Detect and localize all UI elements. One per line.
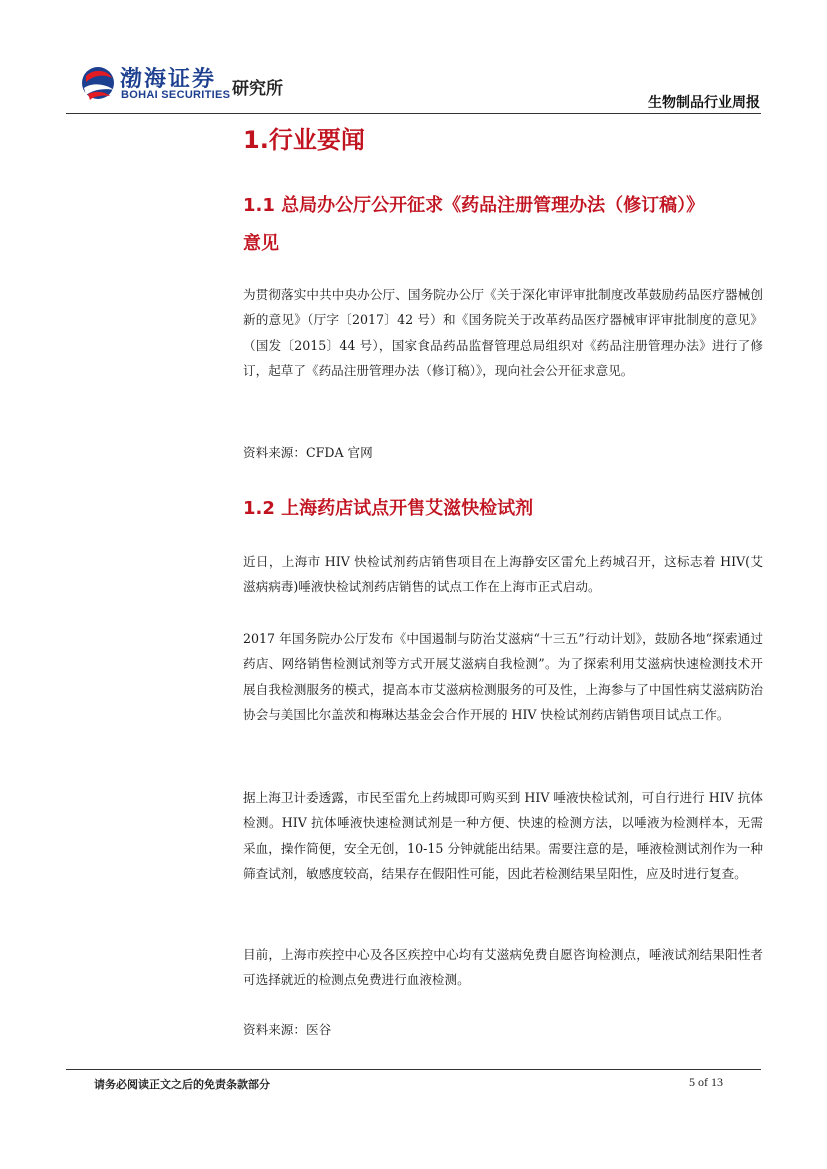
bohai-logo-icon <box>80 62 116 104</box>
page-number: 5 of 13 <box>689 1075 723 1089</box>
logo-english-name: BOHAI SECURITIES <box>121 89 231 101</box>
news-1-title-line1: 1.1 总局办公厅公开征求《药品注册管理办法（修订稿）》 <box>243 195 705 216</box>
report-title: 生物制品行业周报 <box>648 95 760 111</box>
footer-divider <box>66 1069 761 1070</box>
header-divider <box>66 113 761 114</box>
page-header <box>0 0 827 120</box>
logo-chinese-name: 渤海证券 <box>120 67 217 92</box>
news-2-paragraph-1: 近日，上海市 HIV 快检试剂药店销售项目在上海静安区雷允上药城召开，这标志着 HIV(艾滋病病毒)唾液快检试剂药店销售的试点工作在上海市正式启动。 <box>243 554 763 595</box>
news-1-source: 资料来源：CFDA 官网 <box>243 445 373 460</box>
section-title: 1.行业要闻 <box>243 126 365 154</box>
research-institute-label: 研究所 <box>232 79 283 99</box>
news-2-paragraph-2: 2017 年国务院办公厅发布《中国遏制与防治艾滋病“十三五”行动计划》，鼓励各地“探索通过药店、网络销售检测试剂等方式开展艾滋病自我检测”。为了探索利用艾滋病快速检测技术开展自我检测服务的模式，提高本市艾滋病检测服务的可及性，上海参与了中国性病艾滋病防治协会与美国比尔盖茨和梅琳达基金会合作开展的 HIV 快检试剂药店销售项目试点工作。 <box>243 631 763 723</box>
news-2-title: 1.2 上海药店试点开售艾滋快检试剂 <box>243 498 534 519</box>
news-1-title-line2: 意见 <box>243 233 279 254</box>
disclaimer-note: 请务必阅读正文之后的免责条款部分 <box>94 1078 270 1091</box>
news-2-paragraph-4: 目前，上海市疾控中心及各区疾控中心均有艾滋病免费自愿咨询检测点，唾液试剂结果阳性者可选择就近的检测点免费进行血液检测。 <box>243 947 763 988</box>
news-2-source: 资料来源：医谷 <box>243 1022 332 1037</box>
news-2-paragraph-3: 据上海卫计委透露，市民至雷允上药城即可购买到 HIV 唾液快检试剂，可自行进行 HIV 抗体检测。HIV 抗体唾液快速检测试剂是一种方便、快速的检测方法，以唾液为检测样本，无需采血，操作简便，安全无创，10-15 分钟就能出结果。需要注意的是，唾液检测试剂作为一种筛查试剂，敏感度较高，结果存在假阳性可能，因此若检测结果呈阳性，应及时进行复查。 <box>243 790 763 882</box>
news-1-paragraph-1: 为贯彻落实中共中央办公厅、国务院办公厅《关于深化审评审批制度改革鼓励药品医疗器械创新的意见》（厅字〔2017〕42 号）和《国务院关于改革药品医疗器械审评审批制度的意见》（国发〔2015〕44 号），国家食品药品监督管理总局组织对《药品注册管理办法》进行了修订，起草了《药品注册管理办法（修订稿）》，现向社会公开征求意见。 <box>243 287 763 379</box>
